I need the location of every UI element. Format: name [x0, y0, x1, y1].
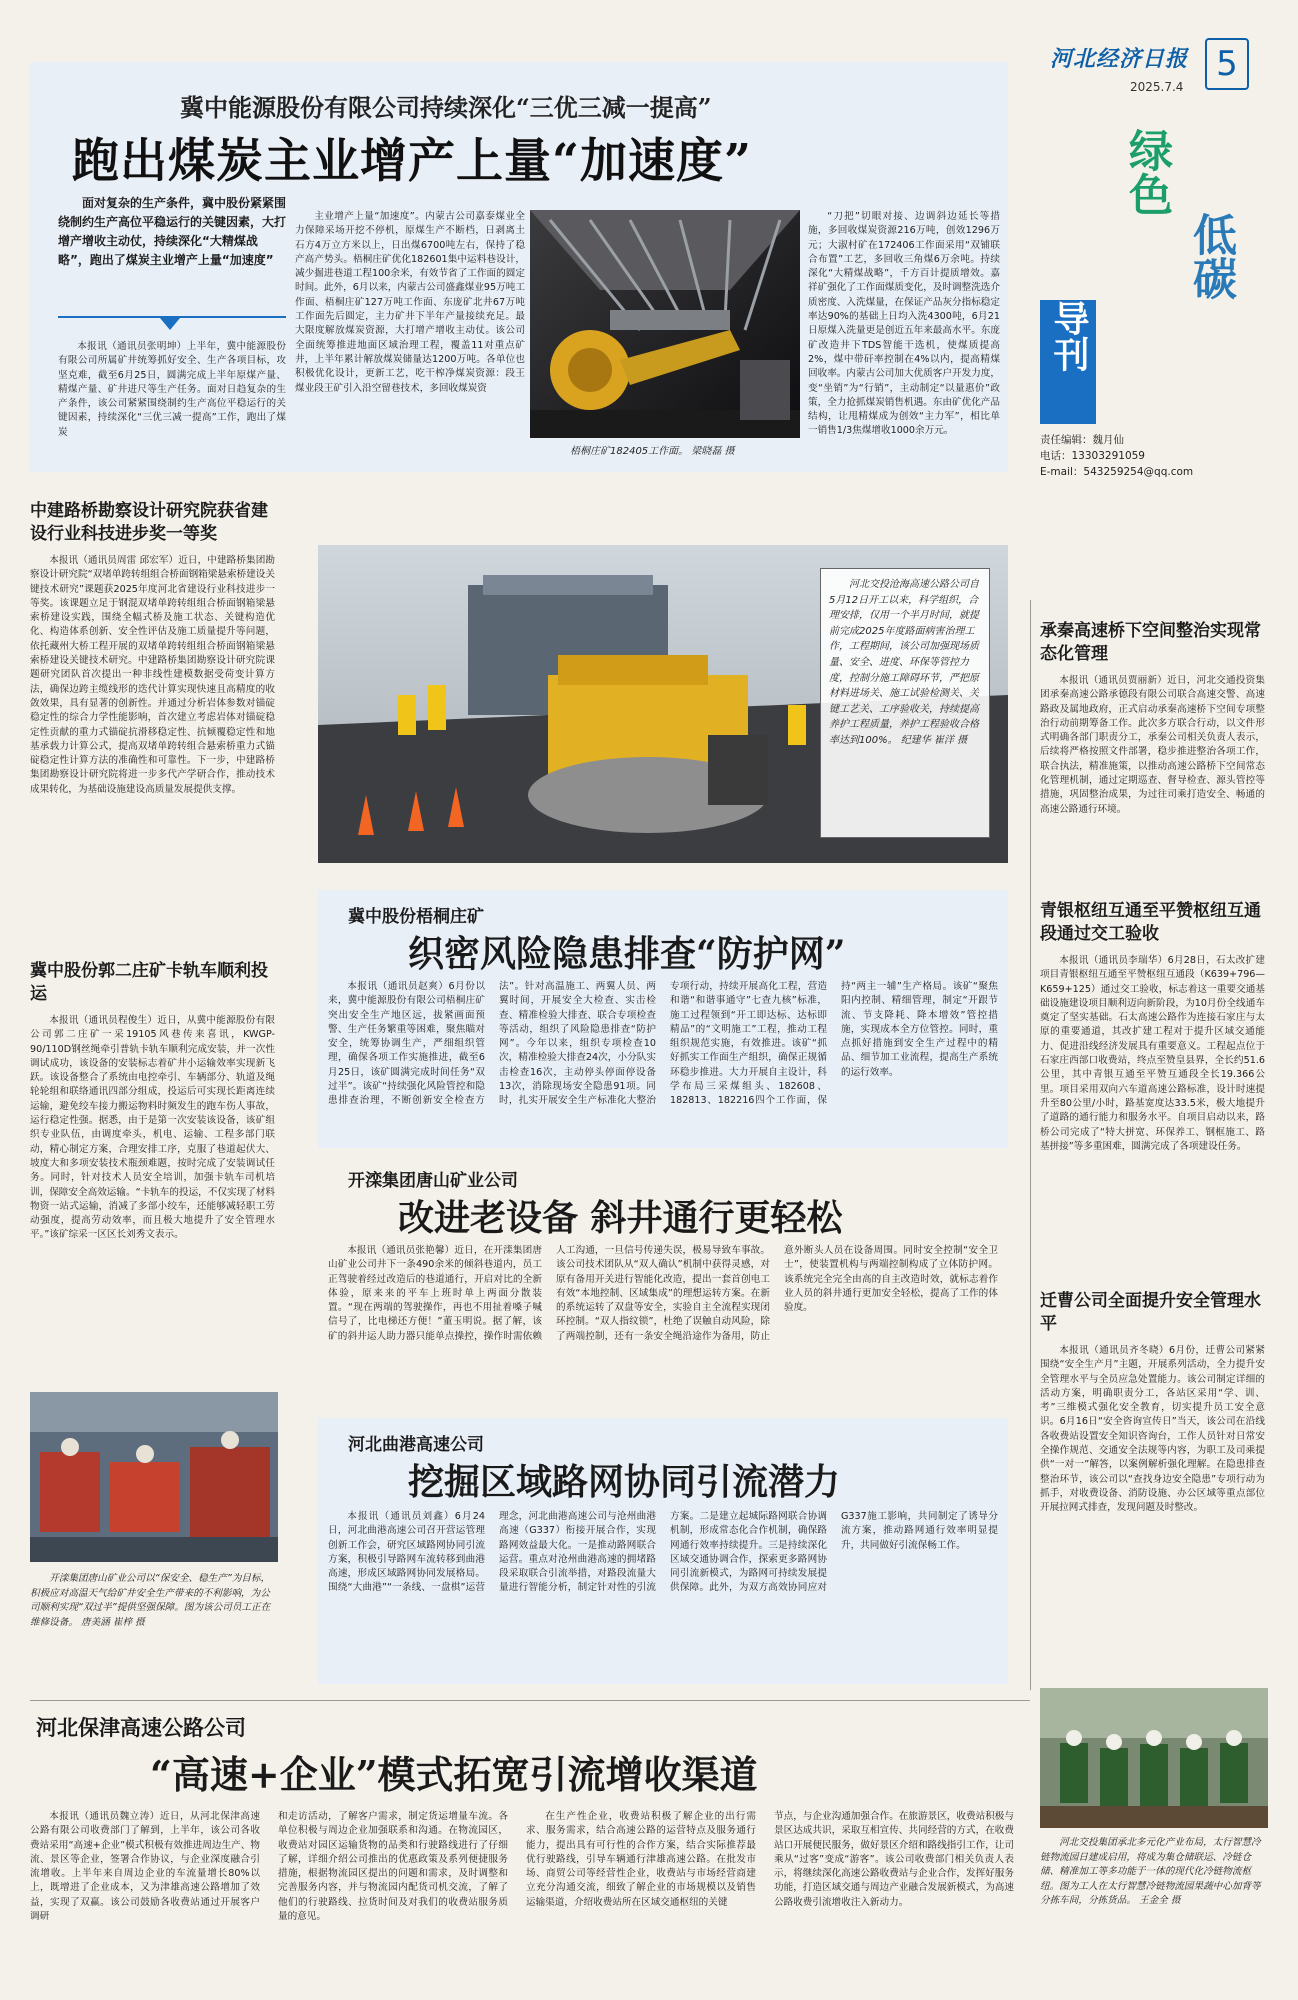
- page-number-text: 5: [1216, 44, 1238, 84]
- bottom-divider: [30, 1700, 1030, 1701]
- right-article-3-title: 迁曹公司全面提升安全管理水平: [1040, 1291, 1261, 1334]
- mid1-title: 织密风险隐患排查“防护网”: [408, 933, 846, 975]
- mid2-kicker: 开滦集团唐山矿业公司: [348, 1171, 518, 1191]
- editor-info: [1040, 432, 1260, 480]
- left-article-2: [30, 960, 275, 1386]
- roller-caption-box: [820, 568, 990, 838]
- lead-title: 跑出煤炭主业增产上量“加速度”: [72, 134, 753, 189]
- equipment-repair-image: [30, 1392, 278, 1562]
- mid-article-3: [318, 1418, 1008, 1684]
- mid3-kicker: 河北曲港高速公司: [348, 1435, 484, 1455]
- mid1-body: 本报讯（通讯员赵爽）6月份以来，冀中能源股份有限公司梧桐庄矿突出安全生产地区远，拔紧画面预警、生产任务繁重等困难，聚焦瞄对安全，统筹协调生产，严细组织管理，确保各项工作实施推进，截至6月25日，该矿圆满完成时间任务“双过半”。该矿“持续强化风险管控和隐患排查治理，不断创新安全检查方法”。针对高温施工、两翼人员、两翼时间，开展安全大检查、实击检查、精准检验大排查、联合专项检查等活动，组织了风险隐患排查“防护网”。今年以来，组织专项检查10次，精准检验大排查24次，小分队实击检查16次，主动停头停面停设备13次，消除现场安全隐患91项。同时，扎实开展安全生产标准化大整治专项行动，持续开展高化工程，营造和谐“和谐事通守”七查九核”标准，施工过程领到“开工即达标、达标即精品”的“文明施工”工程，推动工程组织规范实施，有效推进。该矿“抓好抓实工作面生产组织，确保正规循环稳步推进。大力开展自主设计，科学布局三采煤组头、182608、182813、182216四个工作面，保持“两主一辅”生产格局。该矿“聚焦阳内控制、精细管理，制定“开跟节流、节支降耗、降本增效”管控措施，实现成本全方位管控。同时，重点抓好措施到安全生产过程中的精品、细节加工业流程，提高生产系统的运行效率。: [328, 981, 998, 1107]
- left-article-2-body: 本报讯（通讯员程俊生）近日，从冀中能源股份有限公司郭二庄矿一采19105风巷传来喜讯，KWGP-90/110D钢丝绳牵引普轨卡轨车顺利完成安装，并一次性调试成功，该设备的安装标志着矿井小运输效率实现新飞跃。该设备整合了系统由电控牵引、车辆部分、轨道及绳轮轮组和联络通讯四部分组成，投运后可实现长距离连续运输，避免绞车接力搬运物料时频发生的跑车伤人事故，运行稳定性强。据悉，由于是第一次安装该设备，该矿组织专业队伍，由调度牵头，机电、运输、工程多部门联动，精心制定方案，合理安排工序，克服了巷道起伏大、坡度大和多项安装技术瓶颈难题，按时完成了安装调试任务。同时，针对技术人员安全培训，加强卡轨车司机培训，保障安全高效运输。“卡轨车的投运，不仅实现了材料物资一站式运输，消减了多部小绞车，还能够减轻职工劳动强度，提高劳动效率，而且极大地提升了安全管理水平。”该矿综采一区区长刘秀文表示。: [30, 1015, 275, 1241]
- bottom-col-3: 在生产性企业，收费站积极了解企业的出行需求、服务需求，结合高速公路的运营特点及服务通行能力，提出具有可行性的合作方案，结合实际推荐最优行驶路线，引导车辆通行津雄高速公路。在批发市场、商贸公司等经营性企业，收费站与市场经营商建立充分沟通交流，细致了解企业的市场规模以及销售运输渠道，介绍收费站所在区域交通枢纽的关键: [526, 1811, 756, 1908]
- left-article-1-body: 本报讯（通讯员周雷 邱宏军）近日，中建路桥集团勘察设计研究院“双堵单跨转组组合桥面钢箱梁悬索桥建设关键技术研究”课题获2025年度河北省建设行业科技进步一等奖。该课题立足于钢混双堵单跨转组组合桥面钢箱梁悬索桥建设实践，围绕全幅式桥及施工状态、关键构造优化、构造体系创新、安全性评估及施工质量提升等问题，依托藏州大桥工程开展的双堵单跨转组组合桥面钢箱梁悬索桥建设关键技术研究。中建路桥集团勘察设计研究院课题研究团队首次提出一种非线性建模数据受荷变计算方法，确保边跨主缆线形的迭代计算实现快速且高精度的收敛效果，具有显著的创新性。并通过分析岩体参数对锚碇稳定性的综合力学性能影响，首次建立考虑岩体对锚碇稳定性贡献的重力式锚碇抗滑移稳定性、抗倾覆稳定性和地基承载力计算公式，提高双堵单跨转组合悬索桥重力式锚碇稳定性计算方法的准确性和可靠性。下一步，中建路桥集团勘察设计研究院将进一步多代产学研合作，推动技术成果转化，为基础设施建设高质量发展提供支撑。: [30, 555, 275, 795]
- mid2-title: 改进老设备 斜井通行更轻松: [398, 1197, 843, 1239]
- lead-intro-box: [58, 188, 286, 318]
- lead-col-1: 本报讯（通讯员张明坤）上半年，冀中能源股份有限公司所属矿井统筹抓好安全、生产各项目标，攻坚克难，截至6月25日，圆满完成上半年原煤产量、精煤产量、矿井进尺等生产任务。面对日趋复杂的生产条件，该公司紧紧围绕制约生产高位平稳运行的关键因素，持续深化“三优三减一提高”工作，跑出了煤炭: [58, 341, 286, 438]
- guide-badge: [1040, 300, 1096, 424]
- coldchain-photo: [1040, 1688, 1268, 1828]
- right-article-2: [1040, 900, 1265, 1284]
- roller-caption: 河北交投沧海高速公路公司自5月12日开工以来，科学组织，合理安排，仅用一个半月时间，就提前完成2025年度路面病害治理工作，工程期间，该公司加强现场质量、安全、进度、环保等管控力度，控制分施工障碍环节，严把原材料进场关、施工试验检测关、关键工艺关、工序验收关，持续提高养护工程质量，养护工程验收合格率达到100%。 纪建华 崔洋 摄: [829, 579, 979, 746]
- lead-article: [30, 62, 1008, 472]
- paper-name: 河北经济日报: [1050, 46, 1189, 72]
- editor-email: E-mail：543259254@qq.com: [1040, 466, 1194, 478]
- section-title-lowcarbon: 低碳: [1185, 212, 1236, 300]
- bottom-col-2: 和走访活动，了解客户需求，制定货运增量车流。各单位积极与周边企业加强联系和沟通。在物流园区，收费站对园区运输货物的品类和行驶路线进行了仔细了解，详细介绍公司推出的优惠政策及系列便捷服务措施，根据物流园区提出的问题和需求，及时调整和完善服务内容，并与物流园内配货司机交流，了解了他们的行驶路线、拉货时间及对我们的收费站服务质量的意见。: [278, 1811, 508, 1923]
- editor-phone: 电话：13303291059: [1040, 450, 1145, 462]
- intro-pointer: [160, 318, 180, 330]
- section-title-green: 绿色: [1121, 128, 1172, 216]
- lead-col-4: “刀把”切眼对接、边调斜边延长等措施，多回收煤炭资源216万吨，创效1296万元；大淑村矿在172406工作面采用“双铺联合布置”工艺，多回收三角煤6万余吨。持续深化“大精煤战略”，千方百计提质增效。嘉祥矿强化了工作面煤质变化，及时调整洗选介质密度、入洗煤量，在保证产品灰分指标稳定率达90%的基础上日均入洗4300吨，6月21日原煤入洗量更是创近五年来最高水平。东庞矿改造井下TDS智能干选机，使煤质提高2%，煤中带矸率控制在4%以内，提高精煤回收率。内蒙古公司加大优质客户开发力度，变“坐销”为“行销”，主动制定“以量惠价”政策，全力抢抓煤炭销售机遇。东由矿优化产品结构，让甩精煤成为创效“主力军”，相比单一销售1/3焦煤增收1000余万元。: [808, 211, 1000, 437]
- right-article-2-body: 本报讯（通讯员李瑞华）6月28日，石太改扩建项目青银枢纽互通至平赞枢纽互通段（K639+796—K659+125）通过交工验收，标志着这一重要交通基础设施建设项目顺利迈向新阶段，为10月份全线通车奠定了坚实基础。石太高速公路作为连接石家庄与太原的重要通道，其改扩建工程对于提升区域交通能力、促进沿线经济发展具有重要意义。工程起点位于石家庄西部口收费站，终点至赞皇县界，全长约51.6公里，其中青银互通至平赞互通段全长19.366公里。项目采用双向六车道高速公路标准，设计时速提升至80公里/小时，路基宽度达33.5米，极大地提升了道路的通行能力和服务水平。自项目启动以来，路桥公司完成了“特大拼宽、环保养工、钢框施工、路基拼接”等多重困难，圆满完成了各项建设任务。: [1040, 955, 1265, 1152]
- bottom-kicker: 河北保津高速公路公司: [36, 1716, 246, 1740]
- right-article-3: [1040, 1290, 1265, 1684]
- bottom-article: [30, 1712, 1030, 1992]
- mid1-kicker: 冀中股份梧桐庄矿: [348, 907, 484, 927]
- lead-photo: [530, 210, 800, 438]
- right-article-1-title: 承秦高速桥下空间整治实现常态化管理: [1040, 621, 1261, 664]
- right-article-3-body: 本报讯（通讯员齐冬晓）6月份，迁曹公司紧紧围绕“安全生产月”主题，开展系列活动，全力提升安全管理水平与全员应急处置能力。该公司制定详细的活动方案，明确职责分工，各站区采用“学、训、考”三维模式强化安全教育，切实提升员工安全意识。6月16日“安全咨询宣传日”当天，该公司在沿线各收费站设置安全知识咨询台，工作人员针对日常安全操作规范、交通安全法规等内容，为职工及司乘提供“一对一”解答，以案例解析强化理解。在隐患排查整治环节，该公司以“查找身边安全隐患”专项行动为抓手，对收费设备、消防设施、办公区域等重点部位开展拉网式排查，发现问题及时整改。: [1040, 1345, 1265, 1514]
- coldchain-caption: 河北交投集团承北多元化产业布局，太行智慧冷链物流园日建成启用，将成为集仓储联运、冷链仓储、精准加工等多功能于一体的现代化冷链物流枢纽。图为工人在太行智慧冷链物流园果蔬中心加背等分拣车间，分拣货品。 王金全 摄: [1040, 1837, 1261, 1907]
- right-divider: [1030, 600, 1031, 1690]
- left-article-2-title: 冀中股份郭二庄矿卡轨车顺利投运: [30, 961, 268, 1004]
- masthead: [1050, 36, 1220, 106]
- issue-date: 2025.7.4: [1130, 80, 1184, 94]
- workshop-caption: 开滦集团唐山矿业公司以“保安全、稳生产”为目标，积极应对高温天气给矿井安全生产带来的不利影响，为公司顺利实现“双过半”提供坚强保障。图为该公司员工正在维修设备。 唐美涵 崔梓 摄: [30, 1573, 271, 1628]
- bottom-title: “高速+企业”模式拓宽引流增收渠道: [150, 1752, 758, 1797]
- right-article-1-body: 本报讯（通讯员贾丽新）近日，河北交通投资集团承秦高速公路承德段有限公司联合高速交警、高速路政及属地政府，正式启动承秦高速桥下空间专项整治行动前期筹备工作。此次多方联合行动，以文件形式明确各部门职责分工，承秦公司相关负责人表示，后续将严格按照文件部署，稳步推进整治各项工作，联合执法，精准施策，以推动高速公路桥下空间常态化管理机制，通过定期巡查、督导检查、源头管控等措施，巩固整治成果，为过往司乘打造安全、畅通的高速公路通行环境。: [1040, 675, 1265, 815]
- lead-caption: 梧桐庄矿182405工作面。 梁晓磊 摄: [570, 446, 735, 457]
- mid3-title: 挖掘区域路网协同引流潜力: [408, 1461, 841, 1503]
- right-article-2-title: 青银枢纽互通至平赞枢纽互通段通过交工验收: [1040, 901, 1261, 944]
- page-number: [1205, 38, 1249, 90]
- lead-col-2: 主业增产上量“加速度”。内蒙古公司嘉泰煤业全力保障采场开挖不停机，原煤生产不断档，日剥离土石方4万立方米以上，日出煤6700吨左右，保持了稳产高产势头。梧桐庄矿优化182601集中运料巷设计，减少掘进巷道工程100余米，有效节省了工作面的圆定时间。此外，6月以来，内蒙古公司盛鑫煤业95万吨工作面、梧桐庄矿127万吨工作面、东庞矿北井67万吨工作面先后圆定，主力矿井下半年产量接续充足。最大限度解放煤炭资源，大打增产增收主动仗。该公司全面统筹推进地面区域治理工程，覆盖11对重点矿井，上半年累计解放煤炭储量达1200万吨。各单位也积极优化设计，更新工艺，吃干榨净煤炭资源：段王煤业段王矿引入沿空留巷技术，多回收煤炭资: [295, 211, 525, 394]
- lead-intro: 面对复杂的生产条件，冀中股份紧紧围绕制约生产高位平稳运行的关键因素，大打增产增收主动仗，持续深化“大精煤战略”，跑出了煤炭主业增产上量“加速度”: [58, 196, 287, 267]
- lead-kicker: 冀中能源股份有限公司持续深化“三优三减一提高”: [180, 93, 712, 122]
- mine-tunnel-image: [530, 210, 800, 438]
- mid-article-1: [318, 890, 1008, 1148]
- mid-article-2: [318, 1160, 1008, 1410]
- mid3-body: 本报讯（通讯员刘鑫）6月24日，河北曲港高速公司召开营运管理创新工作会，研究区域路网协同引流方案，积极引导路网车流转移到曲港高速，形成区域路网协同发展格局。围绕“大曲港”“一条线、一盘棋”运营理念，河北曲港高速公司与沧州曲港高速（G337）衔接开展合作，实现路网效益最大化。一是推动路网联合运营。重点对沧州曲港高速的拥堵路段采取联合引流举措，对路段流量大量进行智能分析，制定针对性的引流方案。二是建立起城际路网联合协调机制，形成常态化合作机制，确保路网通行效率持续提升。三是持续深化区域交通协调合作，探索更多路网协同引流新模式，为路网可持续发展提供保障。此外，为双方高效协同应对G337施工影响，共同制定了诱导分流方案，推动路网通行效率明显提升，共同做好引流保畅工作。: [328, 1511, 998, 1594]
- bottom-col-4: 节点，与企业沟通加强合作。在旅游景区，收费站积极与景区达成共识，采取互相宣传、共同经营的方式，在收费站口开展便民服务，做好景区介绍和路线指引工作，让司乘从“过客”变成“游客”。该公司收费部门相关负责人表示，将继续深化高速公路收费站与企业合作，发挥好服务功能，打造区域交通与周边产业融合发展新模式，为高速公路收费引流增收注入新动力。: [774, 1811, 1014, 1908]
- left-article-1-title: 中建路桥勘察设计研究院获省建设行业科技进步奖一等奖: [30, 501, 268, 544]
- right-article-1: [1040, 620, 1265, 874]
- cold-chain-workers-image: [1040, 1688, 1268, 1828]
- bottom-col-1: 本报讯（通讯员魏立涛）近日，从河北保津高速公路有限公司收费部门了解到，上半年，该公司各收费站采用“高速+企业”模式积极有效推进周边生产、物流、景区等企业，签署合作协议，与企业深度融合引流增收。上半年来自周边企业的车流量增长80%以上，既增进了企业成本，又为津雄高速公路增加了效益，实现了双赢。该公司鼓励各收费站通过开展客户调研: [30, 1811, 260, 1923]
- guide-text: 导刊: [1048, 300, 1089, 372]
- editor-name: 责任编辑：魏月仙: [1040, 434, 1124, 446]
- workshop-photo: [30, 1392, 278, 1562]
- left-article-1: [30, 500, 275, 994]
- mid2-body: 本报讯（通讯员张艳馨）近日，在开滦集团唐山矿业公司井下一条490余米的倾斜巷道内，员工正驾驶着经过改造后的巷道通行，开启对比的全新体验，原来来的平车上班时单上两面分散装置。“现在两端的驾驶操作，再也不用扯着嗓子喊信号了，比电梯还方便！”董玉明说。据了解，该矿的斜井运人助力器只能单点操控，操作时需依赖人工沟通，一旦信号传递失误，极易导致车事故。该公司技术团队从“双人确认”机制中获得灵感，对原有备用开关进行智能化改造，提出一套首创电工有效“本地控制、区域集成”的理想运转方案。在新的系统运转了双盘等安全，实验自主全流程实现闭环控制。“双人指纹锁”，杜绝了误触自动风险，除了两端控制，还有一条安全绳沿途作为备用，防止意外断头人员在设备周围。同时安全控制“安全卫士”，使装置机构与两端控制构成了立体防护网。该系统完全完全由高的自主改造时效，就标志着作业人员的斜井通行更加安全轻松，提高了工作的体验度。: [328, 1245, 998, 1342]
